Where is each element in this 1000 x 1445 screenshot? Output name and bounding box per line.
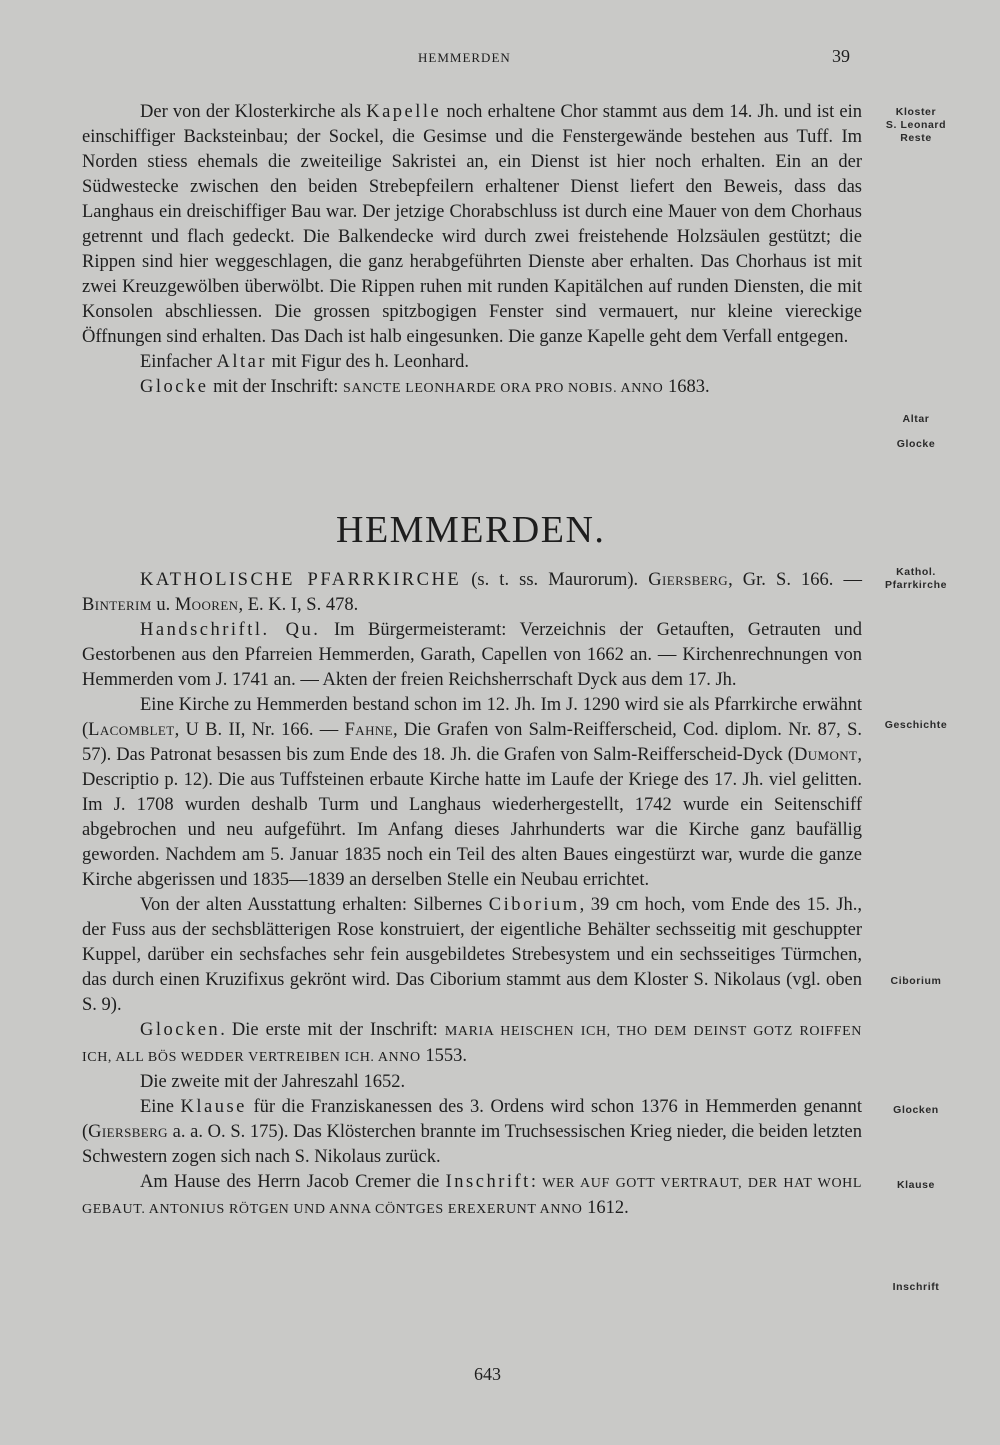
margin-note-klause: Klause: [896, 1179, 936, 1191]
page-number-bottom: 643: [474, 1364, 501, 1384]
text-run: Eine Kirche zu Hemmerden bestand schon im 12. Jh. Im J. 1290 wird sie als Pfarrkirche erwähnt (: [82, 695, 862, 740]
margin-note-altar: Altar: [902, 413, 930, 425]
author-name: Mooren: [174, 595, 239, 615]
inscription-text: MARIA HEISCHEN ICH, THO DEM DEINST GOTZ ROIFFEN ICH, ALL BÖS WEDDER VERTREIBEN ICH. ANNO: [82, 1024, 862, 1065]
paragraph-ciborium: [82, 893, 862, 1018]
paragraph-sources: [82, 618, 862, 693]
lower-section: [82, 568, 862, 1222]
paragraph-klause: [82, 1095, 862, 1170]
paragraph-second-bell: Die zweite mit der Jahreszahl 1652.: [140, 1072, 406, 1092]
author-name: Fahne: [344, 720, 394, 740]
text-run: , 39 cm hoch, vom Ende des 15. Jh., der Fuss aus der sechsblätterigen Rose konstruiert, der eigentliche Behälter sechsseitig mit geschuppter Kuppel, darüber ein sechsfaches sehr fein ausgebildetes Strebesystem und ein sechsseitiges Türmchen, das durch einen Kruzifixus gekrönt wird. Das Ciborium stammt aus dem Kloster S. Nikolaus (vgl. oben S. 9).: [82, 895, 863, 1015]
keyword-altar: Altar: [216, 352, 268, 372]
text-run: mit der Inschrift:: [208, 377, 344, 397]
author-name: Lacomblet: [88, 720, 175, 740]
paragraph-glocke: [82, 375, 862, 401]
margin-note-line: Reste: [900, 132, 932, 144]
author-name: Giersberg: [648, 570, 729, 590]
text-run: Der von der Klosterkirche als: [140, 102, 367, 122]
text-run: Einfacher: [140, 352, 217, 372]
margin-note-kloster: [866, 106, 966, 145]
text-run: für die Franziskanessen des 3. Ordens wird schon 1376 in Hemmerden genannt (: [82, 1097, 863, 1142]
text-run: , E. K. I, S. 478.: [238, 595, 359, 615]
margin-note-line: S. Leonard: [885, 119, 947, 131]
text-run: Am Hause des Herrn Jacob Cremer die: [140, 1172, 446, 1192]
text-run: . Die erste mit der Inschrift:: [220, 1020, 445, 1040]
text-run: 1612.: [582, 1198, 629, 1218]
text-run: , Descriptio p. 12). Die aus Tuffsteinen erbaute Kirche hatte im Laufe der Kriege des 17. Jh. viel gelitten. Im J. 1708 wurden deshalb Turm und Langhaus wiederhergestellt, 1742 wurde ein Seitenschiff abgebrochen und neu aufgeführt. Im Anfang dieses Jahrhunderts war die Kirche ganz baufällig geworden. Nachdem am 5. Januar 1835 noch ein Teil des alten Baues eingestürzt war, wurde die ganze Kirche abgerissen und 1835—1839 an derselben Stelle ein Neubau errichtet.: [82, 745, 862, 890]
paragraph-inschrift: [82, 1170, 862, 1222]
text-run: , Die Grafen von Salm-Reifferscheid, Cod. diplom. Nr. 87, S. 57). Das Patronat besassen bis zum Ende des 18. Jh. die Grafen von Salm-Reifferscheid-Dyck (: [82, 720, 862, 765]
section-title: HEMMERDEN.: [336, 509, 606, 551]
keyword-ciborium: Ciborium: [488, 895, 580, 915]
margin-note-glocke: Glocke: [896, 438, 936, 450]
paragraph-glocken: [82, 1018, 862, 1070]
keyword-klause: Klause: [180, 1097, 247, 1117]
text-run: mit Figur des h. Leonhard.: [267, 352, 469, 372]
margin-note-line: Kloster: [895, 106, 937, 118]
text-run: 1683.: [663, 377, 710, 397]
text-run: :: [530, 1172, 543, 1192]
author-name: Binterim: [82, 595, 152, 615]
inscription-text: SANCTE LEONHARDE ORA PRO NOBIS. ANNO: [343, 381, 664, 396]
paragraph-pfarrkirche: [82, 568, 862, 618]
keyword-kapelle: Kapelle: [366, 102, 442, 122]
text-run: noch erhaltene Chor stammt aus dem 14. Jh. und ist ein einschiffiger Backsteinbau; der Sockel, die Gesimse und die Fenstergewände bestehen aus Tuff. Im Norden stiess ehemals die zweiteilige Sakristei an, ein Dienst ist hier noch erhalten. Ein an der Südwestecke zwischen den beiden Strebepfeilern erhaltener Dienst liefert den Beweis, dass das Langhaus ein dreischiffiger Bau war. Der jetzige Chorabschluss ist durch eine Mauer von dem Chorhaus getrennt und flach gedeckt. Die Balkendecke wird durch zwei freistehende Holzsäulen gestützt; die Rippen sind hier weggeschlagen, die ganz herabgeführten Dienste aber erhalten. Das Chorhaus ist mit zwei Kreuzgewölben überwölbt. Die Rippen ruhen mit runden Kapitälchen auf runden Diensten, die mit Konsolen abschliessen. Die grossen spitzbogigen Fenster sind vermauert, nur kleine viereckige Öffnungen sind erhalten. Das Dach ist halb eingesunken. Die ganze Kapelle geht dem Verfall entgegen.: [82, 102, 862, 347]
text-run: , U B. II, Nr. 166. —: [174, 720, 345, 740]
text-run: Von der alten Ausstattung erhalten: Silbernes: [140, 895, 489, 915]
margin-note-line: Pfarrkirche: [884, 579, 948, 591]
text-run: , Gr. S. 166. —: [728, 570, 862, 590]
margin-note-geschichte: Geschichte: [884, 719, 948, 731]
margin-note-kathol: [866, 566, 966, 592]
heading-katholische-pfarrkirche: KATHOLISCHE PFARRKIRCHE: [140, 570, 462, 590]
page-number-top: 39: [832, 46, 850, 66]
margin-note-inschrift: Inschrift: [892, 1281, 940, 1293]
paragraph-altar: [82, 350, 862, 375]
text-run: 1553.: [420, 1046, 467, 1066]
keyword-glocke: Glocke: [140, 377, 209, 397]
author-name: Giersberg: [88, 1122, 168, 1142]
paragraph-chapel: [82, 100, 862, 350]
inscription-text: WER AUF GOTT VERTRAUT, DER HAT WOHL GEBAUT. ANTONIUS RÖTGEN UND ANNA CÖNTGES EREXERUNT ANNO: [82, 1176, 863, 1217]
text-run: Im Bürgermeisteramt: Verzeichnis der Getauften, Getrauten und Gestorbenen aus den Pfarreien Hemmerden, Garath, Capellen von 1662 an. — Kirchenrechnungen von Hemmerden vom J. 1741 an. — Akten der freien Reichsherrschaft Dyck aus dem 17. Jh.: [82, 620, 862, 690]
running-head: HEMMERDEN: [418, 50, 511, 65]
keyword-handschriftl: Handschriftl. Qu.: [140, 620, 321, 640]
keyword-inschrift: Inschrift: [445, 1172, 531, 1192]
margin-note-line: Kathol.: [896, 566, 936, 578]
text-run: a. a. O. S. 175). Das Klösterchen brannte im Truchsessischen Krieg nieder, die beiden letzten Schwestern zogen sich nach S. Nikolaus zurück.: [82, 1122, 862, 1167]
margin-note-ciborium: Ciborium: [890, 975, 942, 987]
upper-section: [82, 100, 862, 401]
author-name: Dumont: [793, 745, 858, 765]
keyword-glocken: Glocken: [140, 1020, 221, 1040]
paragraph-history: [82, 693, 862, 893]
margin-note-glocken: Glocken: [893, 1104, 939, 1116]
text-run: Eine: [140, 1097, 181, 1117]
text-run: (s. t. ss. Maurorum).: [461, 570, 649, 590]
text-run: u.: [151, 595, 175, 615]
